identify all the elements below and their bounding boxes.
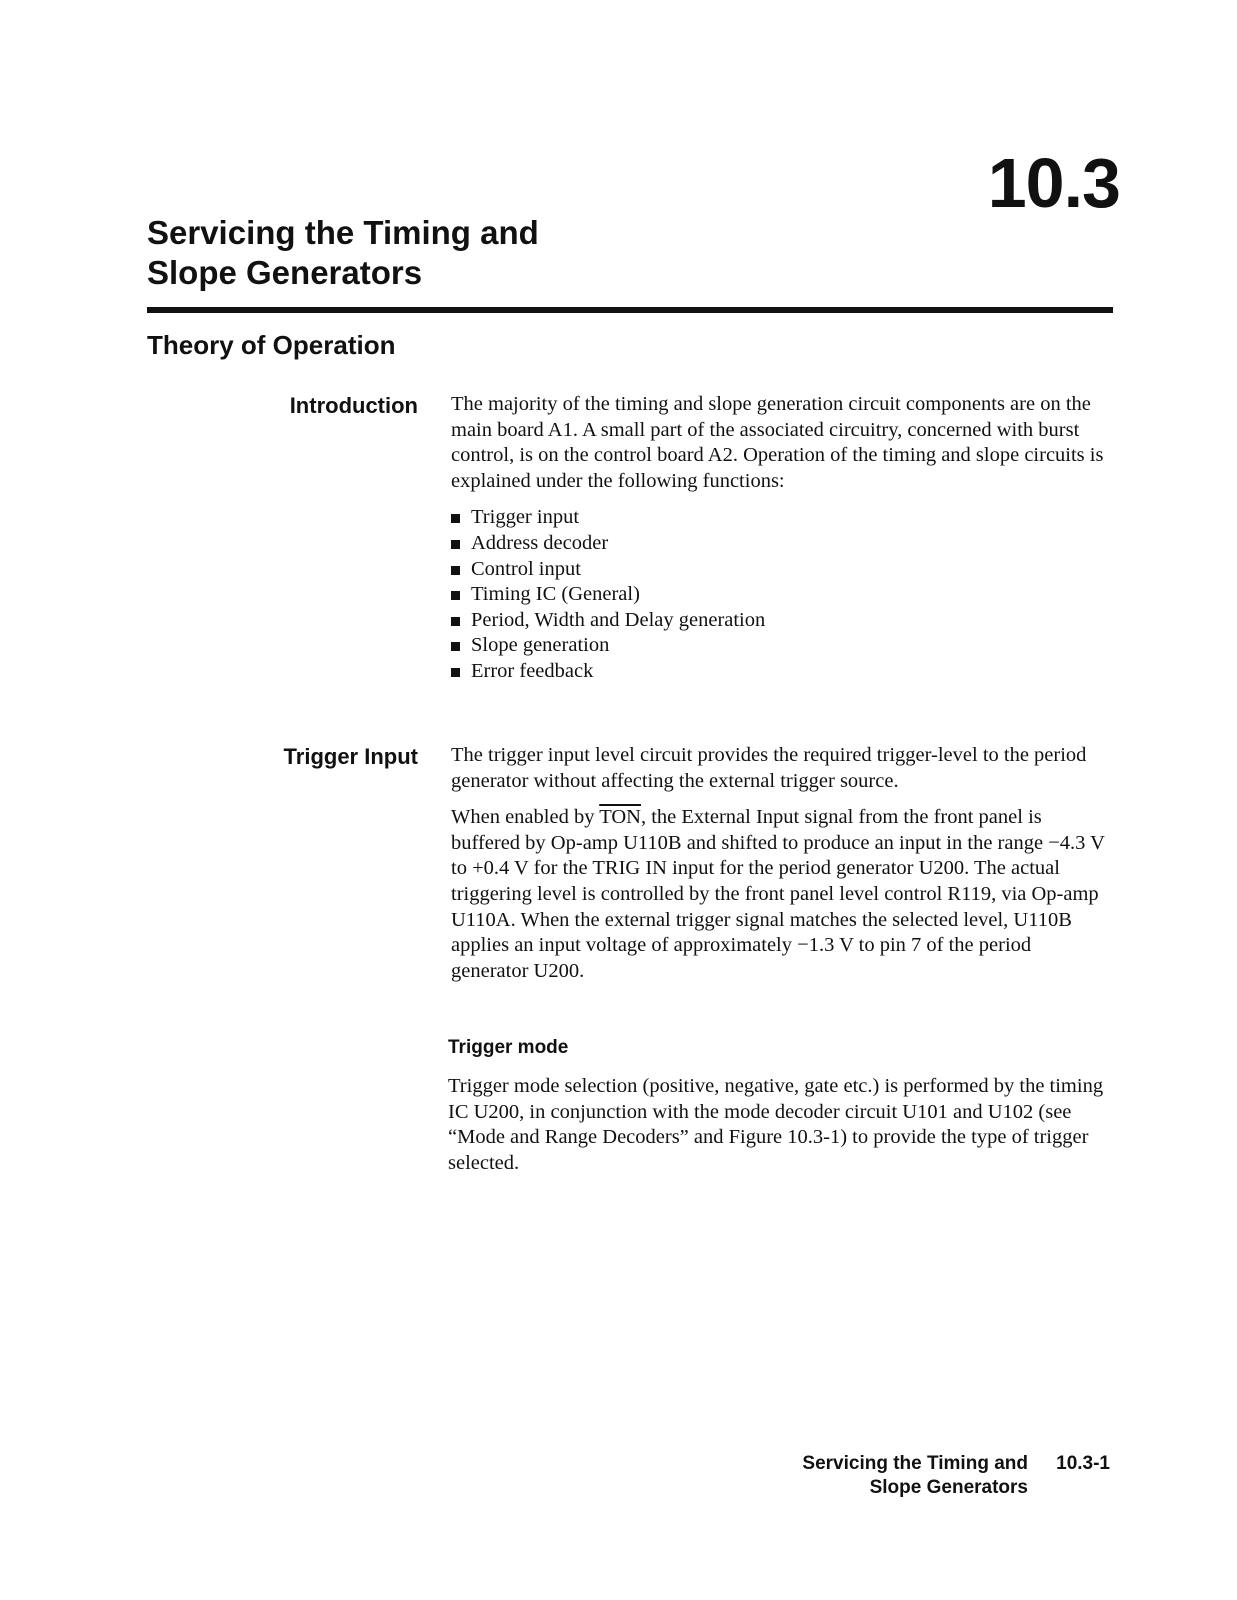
footer-title <box>760 1452 1028 1500</box>
page-title-line-2: Slope Generators <box>147 254 423 291</box>
list-item: Error feedback <box>451 659 1111 685</box>
trigger-input-paragraph-2 <box>451 805 1111 984</box>
footer-title-line-1: Servicing the Timing and <box>802 1453 1028 1474</box>
footer-title-line-2: Slope Generators <box>869 1477 1028 1498</box>
trigger-mode-body <box>448 1074 1108 1176</box>
list-item: Control input <box>451 557 1111 583</box>
introduction-heading: Introduction <box>289 393 418 418</box>
page-title <box>147 213 667 293</box>
paragraph-2-prefix: When enabled by <box>451 806 600 829</box>
paragraph-2-rest: , the External Input signal from the front panel is buffered by Op-amp U110B and shifted to produce an input in the range −4.3 V to +0.4 V for the TRIG IN input for the period generator U200. The actual triggering level is controlled by the front panel level control R119, via Op-amp U110A. When the external trigger signal matches the selected level, U110B applies an input voltage of approximately −1.3 V to pin 7 of the period generator U200. <box>451 806 1105 982</box>
trigger-input-paragraph-1: The trigger input level circuit provides the required trigger-level to the period generator without affecting the external trigger source. <box>451 744 1087 792</box>
chapter-number: 10.3 <box>987 144 1120 222</box>
list-item: Period, Width and Delay generation <box>451 608 1111 634</box>
trigger-mode-subheading: Trigger mode <box>448 1037 569 1058</box>
section-title: Theory of Operation <box>147 330 396 360</box>
ton-signal: $\overline{TON}$ <box>599 806 641 829</box>
page-title-line-1: Servicing the Timing and <box>147 214 539 251</box>
list-item: Address decoder <box>451 531 1111 557</box>
list-item: Timing IC (General) <box>451 582 1111 608</box>
trigger-input-body <box>451 743 1111 984</box>
trigger-mode-paragraph: Trigger mode selection (positive, negative, gate etc.) is performed by the timing IC U200, in conjunction with the mode decoder circuit U101 and U102 (see “Mode and Range Decoders” and Figure 10.3-1) to provide the type of trigger selected. <box>448 1075 1104 1174</box>
introduction-body <box>451 392 1111 685</box>
function-list <box>451 505 1111 684</box>
title-divider-rule <box>147 307 1113 313</box>
introduction-paragraph: The majority of the timing and slope generation circuit components are on the main board A1. A small part of the associated circuitry, concerned with burst control, is on the control board A2. Operation of the timing and slope circuits is explained under the following functions: <box>451 393 1104 492</box>
page-number: 10.3-1 <box>1056 1453 1110 1474</box>
list-item: Slope generation <box>451 633 1111 659</box>
list-item: Trigger input <box>451 505 1111 531</box>
trigger-input-heading: Trigger Input <box>283 744 418 769</box>
